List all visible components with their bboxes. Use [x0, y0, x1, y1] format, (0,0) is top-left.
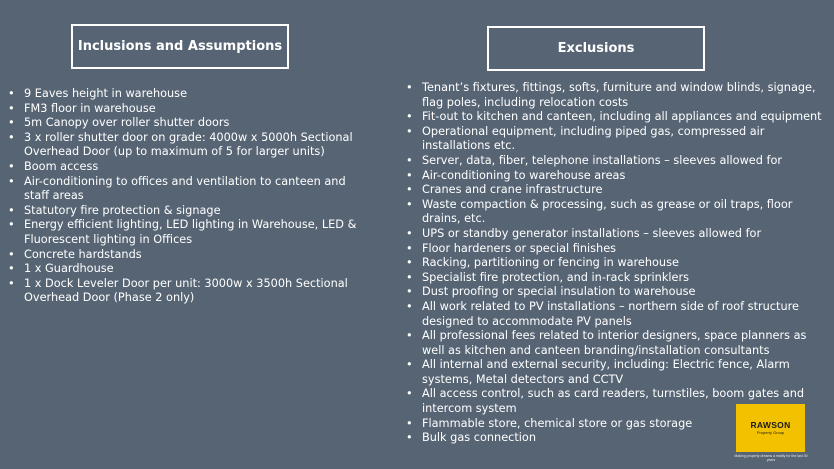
- inclusions-item: • 1 x Guardhouse: [4, 262, 364, 277]
- exclusions-item: • All internal and external security, including: Electric fence, Alarm systems, Metal detectors and CCTV: [402, 358, 824, 387]
- inclusions-item: • 9 Eaves height in warehouse: [4, 87, 364, 102]
- inclusions-item: • Statutory fire protection & signage: [4, 204, 364, 219]
- exclusions-item: • Specialist fire protection, and in-rack sprinklers: [402, 271, 824, 286]
- exclusions-item: • Bulk gas connection: [402, 431, 824, 446]
- exclusions-item: • All access control, such as card readers, turnstiles, boom gates and intercom system: [402, 387, 824, 416]
- exclusions-item: • All professional fees related to interior designers, space planners as well as kitchen and canteen branding/installation consultants: [402, 329, 824, 358]
- exclusions-item: • Cranes and crane infrastructure: [402, 183, 824, 198]
- inclusions-item: • Boom access: [4, 160, 364, 175]
- inclusions-item: • Concrete hardstands: [4, 248, 364, 263]
- exclusions-item: • Air-conditioning to warehouse areas: [402, 169, 824, 184]
- logo-tagline: Making property dreams a reality for the last 30 years: [734, 454, 808, 462]
- rawson-logo: [736, 404, 805, 452]
- exclusions-item: • Dust proofing or special insulation to warehouse: [402, 285, 824, 300]
- inclusions-item: • 3 x roller shutter door on grade: 4000w x 5000h Sectional Overhead Door (up to maximum of 5 for larger units): [4, 131, 364, 160]
- inclusions-item: • 1 x Dock Leveler Door per unit: 3000w x 3500h Sectional Overhead Door (Phase 2 only): [4, 277, 364, 306]
- exclusions-list: [402, 81, 824, 446]
- exclusions-item: • Server, data, fiber, telephone installations – sleeves allowed for: [402, 154, 824, 169]
- exclusions-item: • Racking, partitioning or fencing in warehouse: [402, 256, 824, 271]
- logo-brand: RAWSON: [750, 420, 791, 430]
- exclusions-item: • Operational equipment, including piped gas, compressed air installations etc.: [402, 125, 824, 154]
- exclusions-item: • Fit-out to kitchen and canteen, including all appliances and equipment: [402, 110, 824, 125]
- inclusions-item: • Energy efficient lighting, LED lighting in Warehouse, LED & Fluorescent lighting in Offices: [4, 218, 364, 247]
- inclusions-item: • FM3 floor in warehouse: [4, 102, 364, 117]
- logo-subtitle: Property Group: [756, 430, 785, 435]
- exclusions-item: • All work related to PV installations – northern side of roof structure designed to accommodate PV panels: [402, 300, 824, 329]
- exclusions-title: Exclusions: [487, 26, 705, 71]
- exclusions-item: • Tenant’s fixtures, fittings, softs, furniture and window blinds, signage, flag poles, including relocation costs: [402, 81, 824, 110]
- exclusions-item: • Waste compaction & processing, such as grease or oil traps, floor drains, etc.: [402, 198, 824, 227]
- inclusions-list: [4, 87, 364, 306]
- inclusions-item: • 5m Canopy over roller shutter doors: [4, 116, 364, 131]
- exclusions-item: • Floor hardeners or special finishes: [402, 242, 824, 257]
- exclusions-item: • UPS or standby generator installations – sleeves allowed for: [402, 227, 824, 242]
- exclusions-item: • Flammable store, chemical store or gas storage: [402, 417, 824, 432]
- inclusions-title: Inclusions and Assumptions: [71, 24, 289, 69]
- inclusions-item: • Air-conditioning to offices and ventilation to canteen and staff areas: [4, 175, 364, 204]
